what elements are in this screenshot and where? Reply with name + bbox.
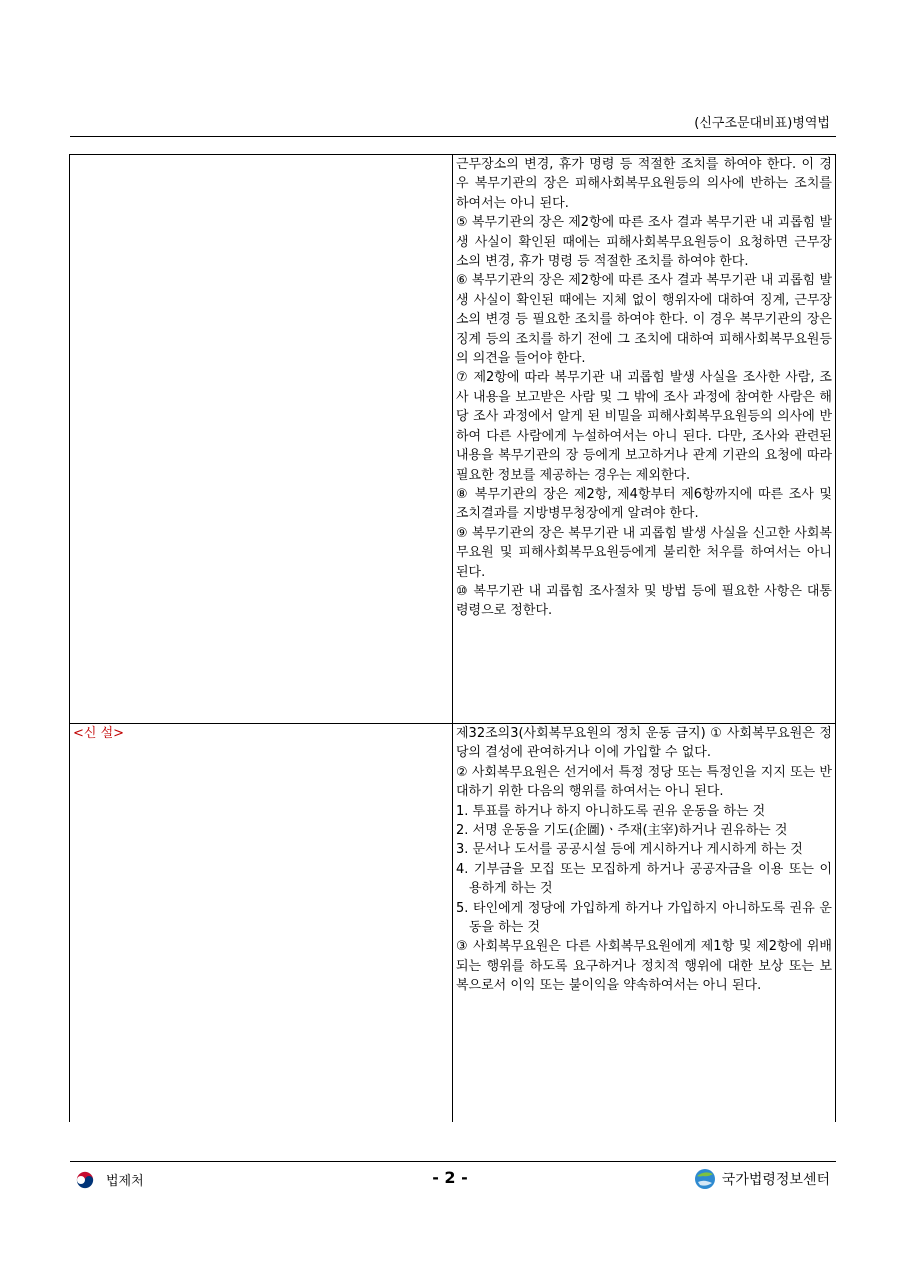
paragraph: ② 사회복무요원은 선거에서 특정 정당 또는 특정인을 지지 또는 반대하기 위한 다음의 행위를 하여서는 아니 된다.	[456, 764, 832, 800]
header-divider	[70, 136, 836, 137]
paragraph: ⑨ 복무기관의 장은 복무기관 내 괴롭힘 발생 사실을 신고한 사회복무요원 및 피해사회복무요원등에게 불리한 처우를 하여서는 아니 된다.	[456, 525, 832, 580]
paragraph: ⑤ 복무기관의 장은 제2항에 따른 조사 결과 복무기관 내 괴롭힘 발생 사실이 확인된 때에는 피해사회복무요원등이 요청하면 근무장소의 변경, 휴가 명령 등 적절한 조치를 하여야 한다.	[456, 215, 832, 270]
list-item: 3. 문서나 도서를 공공시설 등에 게시하거나 게시하게 하는 것	[456, 842, 803, 858]
paragraph: ⑧ 복무기관의 장은 제2항, 제4항부터 제6항까지에 따른 조사 및 조치결과를 지방병무청장에게 알려야 한다.	[456, 486, 832, 522]
paragraph: 근무장소의 변경, 휴가 명령 등 적절한 조치를 하여야 한다. 이 경우 복무기관의 장은 피해사회복무요원등의 의사에 반하는 조치를 하여서는 아니 된다.	[456, 157, 832, 211]
old-text-cell	[70, 155, 453, 724]
footer-divider	[70, 1161, 836, 1162]
list-item: 4. 기부금을 모집 또는 모집하게 하거나 공공자금을 이용 또는 이용하게 하는 것	[456, 861, 832, 897]
table-row	[70, 155, 836, 724]
paragraph: ⑥ 복무기관의 장은 제2항에 따른 조사 결과 복무기관 내 괴롭힘 발생 사실이 확인된 때에는 지체 없이 행위자에 대하여 징계, 근무장소의 변경 등 필요한 조치를 하여야 한다. 이 경우 복무기관의 장은 징계 등의 조치를 하기 전에 그 조치에 대하여 피해사회복무요원등의 의견을 들어야 한다.	[456, 273, 832, 367]
list-item: 1. 투표를 하거나 하지 아니하도록 권유 운동을 하는 것	[456, 803, 766, 819]
footer-right	[694, 1168, 830, 1190]
new-provision-label: <신 설>	[73, 726, 125, 741]
new-text-cell	[453, 155, 836, 724]
document-title: (신구조문대비표)병역법	[694, 116, 830, 131]
footer-right-label: 국가법령정보센터	[721, 1172, 830, 1188]
paragraph: ⑩ 복무기관 내 괴롭힘 조사절차 및 방법 등에 필요한 사항은 대통령령으로 정한다.	[456, 583, 832, 619]
page-number: - 2 -	[432, 1168, 468, 1187]
new-text-cell	[453, 724, 836, 1123]
globe-logo-icon	[694, 1168, 716, 1190]
comparison-table	[69, 154, 836, 1122]
footer-left-label: 법제처	[106, 1174, 144, 1189]
paragraph: ⑦ 제2항에 따라 복무기관 내 괴롭힘 발생 사실을 조사한 사람, 조사 내용을 보고받은 사람 및 그 밖에 조사 과정에 참여한 사람은 해당 조사 과정에서 알게 된 비밀을 피해사회복무요원등의 의사에 반하여 다른 사람에게 누설하여서는 아니 된다. 다만, 조사와 관련된 내용을 복무기관의 장 등에게 보고하거나 관계 기관의 요청에 따라 필요한 정보를 제공하는 경우는 제외한다.	[456, 370, 832, 483]
table-row	[70, 724, 836, 1123]
article-heading-paragraph: 제32조의3(사회복무요원의 정치 운동 금지) ① 사회복무요원은 정당의 결성에 관여하거나 이에 가입할 수 없다.	[456, 726, 832, 761]
list-item: 2. 서명 운동을 기도(企圖)ㆍ주재(主宰)하거나 권유하는 것	[456, 823, 788, 839]
paragraph: ③ 사회복무요원은 다른 사회복무요원에게 제1항 및 제2항에 위배되는 행위를 하도록 요구하거나 정치적 행위에 대한 보상 또는 보복으로서 이익 또는 불이익을 약속하여서는 아니 된다.	[456, 939, 832, 994]
old-text-cell	[70, 724, 453, 1123]
list-item: 5. 타인에게 정당에 가입하게 하거나 가입하지 아니하도록 권유 운동을 하는 것	[456, 900, 832, 936]
